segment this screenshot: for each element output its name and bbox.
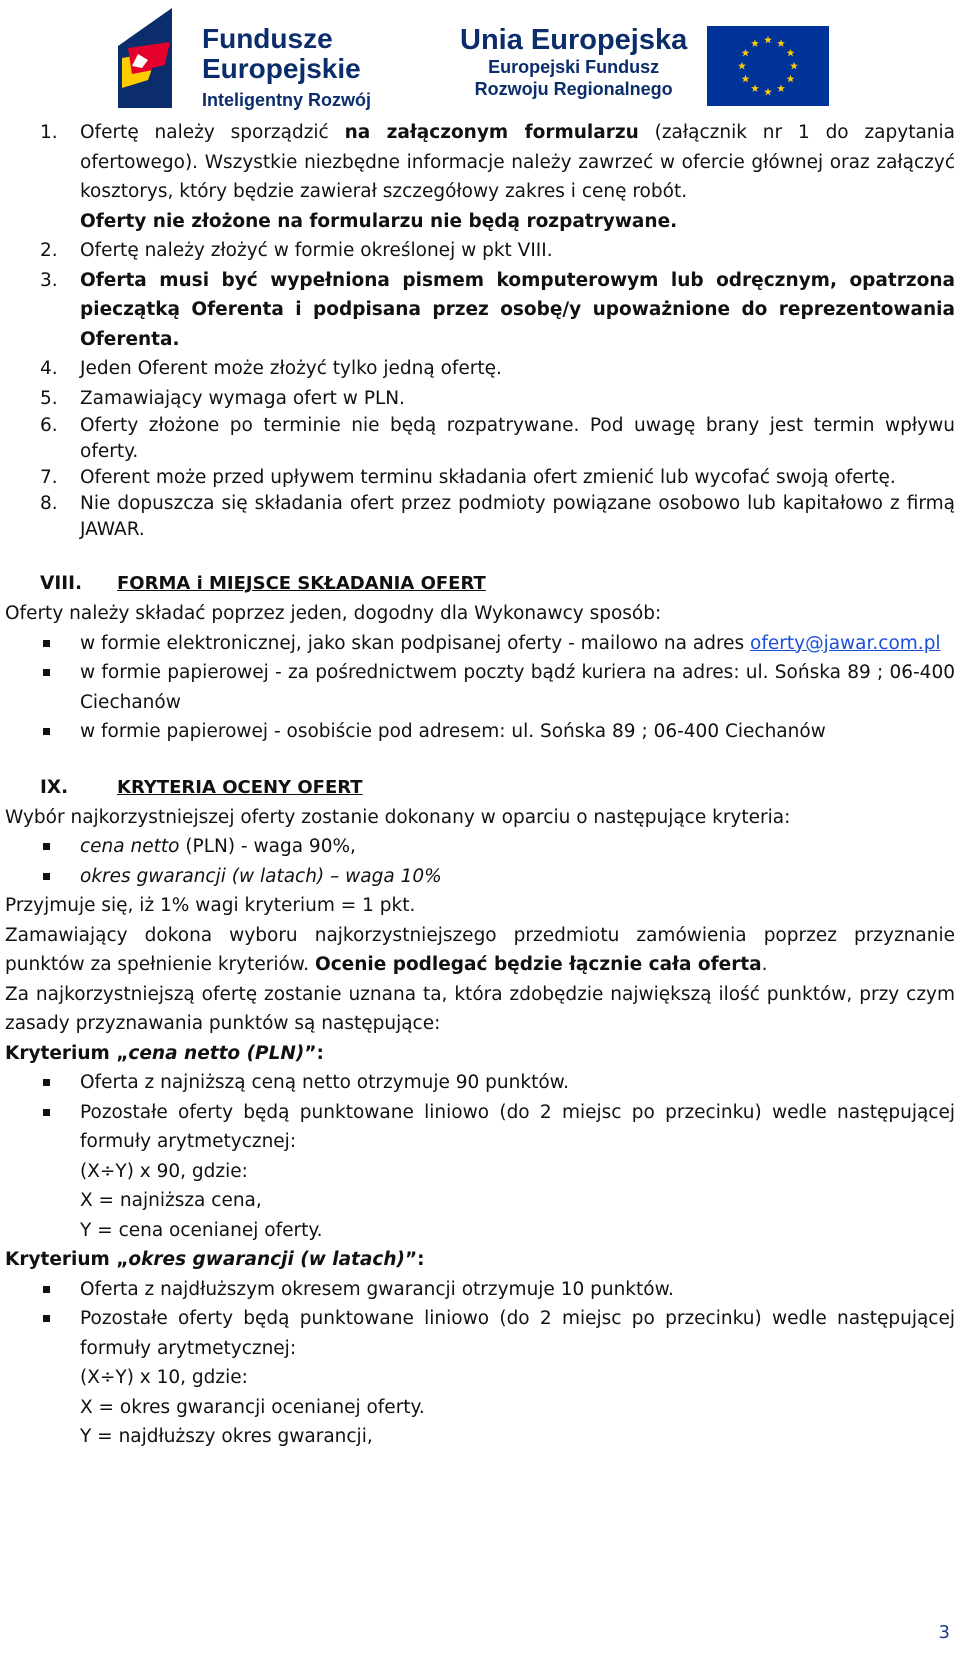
bullet-item: w formie elektronicznej, jako skan podpisanej oferty - mailowo na adres oferty@jawar.com.pl <box>0 629 960 659</box>
paragraph: Za najkorzystniejszą ofertę zostanie uznana ta, która zdobędzie największą ilość punktów, przy czym zasady przyznawania punktów są następujące: <box>5 983 955 1034</box>
list-item-7: 7. Oferent może przed upływem terminu składania ofert zmienić lub wycofać swoją ofertę. <box>40 467 896 488</box>
list-item-4: 4. Jeden Oferent może złożyć tylko jedną ofertę. <box>40 358 502 379</box>
bullet-item: w formie papierowej - osobiście pod adresem: ul. Sońska 89 ; 06-400 Ciechanów <box>0 717 960 747</box>
formula-line: Y = najdłuższy okres gwarancji, <box>80 1426 373 1447</box>
eu-flag-icon <box>707 26 829 106</box>
fe-logo-text <box>202 24 371 111</box>
section-heading-viii: VIII. FORMA i MIEJSCE SKŁADANIA OFERT <box>40 573 486 594</box>
fe-line3: Inteligentny Rozwój <box>202 90 371 110</box>
bullet-item: Pozostałe oferty będą punktowane liniowo (do 2 miejsc po przecinku) wedle następującej formuły arytmetycznej: <box>0 1098 960 1157</box>
fe-line1: Fundusze <box>202 23 333 54</box>
list-item-3: 3. Oferta musi być wypełniona pismem komputerowym lub odręcznym, opatrzona pieczątką Oferenta i podpisana przez osobę/y upoważnione do reprezentowania Oferenta. <box>40 269 955 350</box>
paragraph: Zamawiający dokona wyboru najkorzystniejszego przedmiotu zamówienia poprzez przyznanie punktów za spełnienie kryteriów. Ocenie podlegać będzie łącznie cała oferta. <box>5 924 955 975</box>
list-item-2: 2. Ofertę należy złożyć w formie określonej w pkt VIII. <box>40 240 553 261</box>
ue-line2: Europejski Fundusz <box>488 57 660 77</box>
paragraph: Przyjmuje się, iż 1% wagi kryterium = 1 pkt. <box>5 895 416 916</box>
section-heading-ix: IX. KRYTERIA OCENY OFERT <box>40 776 363 798</box>
page-header <box>0 0 960 120</box>
section-ix-intro: Wybór najkorzystniejszej oferty zostanie dokonany w oparciu o następujące kryteria: <box>5 806 791 828</box>
ue-logo-text <box>460 24 687 100</box>
formula-line: (X÷Y) x 10, gdzie: <box>80 1367 248 1388</box>
bullet-item: Pozostałe oferty będą punktowane liniowo (do 2 miejsc po przecinku) wedle następującej formuły arytmetycznej: <box>0 1304 960 1363</box>
list-item-5: 5. Zamawiający wymaga ofert w PLN. <box>40 387 405 409</box>
section-viii-intro: Oferty należy składać poprzez jeden, dogodny dla Wykonawcy sposób: <box>5 603 662 624</box>
fundusze-europejskie-logo-icon <box>118 8 194 108</box>
bullet-item: w formie papierowej - za pośrednictwem poczty bądź kuriera na adres: ul. Sońska 89 ; 06-400 Ciechanów <box>0 658 960 717</box>
bullet-item: okres gwarancji (w latach) – waga 10% <box>0 862 960 892</box>
fe-line2: Europejskie <box>202 53 361 84</box>
list-item-6: 6. Oferty złożone po terminie nie będą rozpatrywane. Pod uwagę brany jest termin wpływu oferty. <box>40 415 955 462</box>
bullet-item: Oferta z najniższą ceną netto otrzymuje 90 punktów. <box>0 1068 960 1098</box>
email-link[interactable]: oferty@jawar.com.pl <box>750 632 941 654</box>
criterion-heading-warranty: Kryterium „okres gwarancji (w latach)”: <box>5 1249 425 1270</box>
document-body <box>0 118 960 1452</box>
formula-line: X = najniższa cena, <box>80 1190 262 1211</box>
ue-line3: Rozwoju Regionalnego <box>474 79 673 99</box>
bullet-item: Oferta z najdłuższym okresem gwarancji otrzymuje 10 punktów. <box>0 1275 960 1305</box>
formula-line: (X÷Y) x 90, gdzie: <box>80 1160 248 1182</box>
page-number: 3 <box>938 1622 950 1643</box>
list-item-1: 1. Ofertę należy sporządzić na załączonym formularzu (załącznik nr 1 do zapytania ofertowego). Wszystkie niezbędne informacje należy zawrzeć w ofercie głównej oraz załączyć kosztorys, który będzie zawierał szczegółowy zakres i cenę robót. Oferty nie złożone na formularzu nie będą rozpatrywane. <box>40 122 955 232</box>
list-item-8: 8. Nie dopuszcza się składania ofert przez podmioty powiązane osobowo lub kapitałowo z firmą JAWAR. <box>40 493 955 540</box>
formula-line: X = okres gwarancji ocenianej oferty. <box>80 1396 425 1418</box>
ue-line1: Unia Europejska <box>460 24 688 56</box>
bullet-item: cena netto (PLN) - waga 90%, <box>0 832 960 862</box>
criterion-heading-price: Kryterium „cena netto (PLN)”: <box>5 1042 324 1064</box>
formula-line: Y = cena ocenianej oferty. <box>80 1219 323 1241</box>
